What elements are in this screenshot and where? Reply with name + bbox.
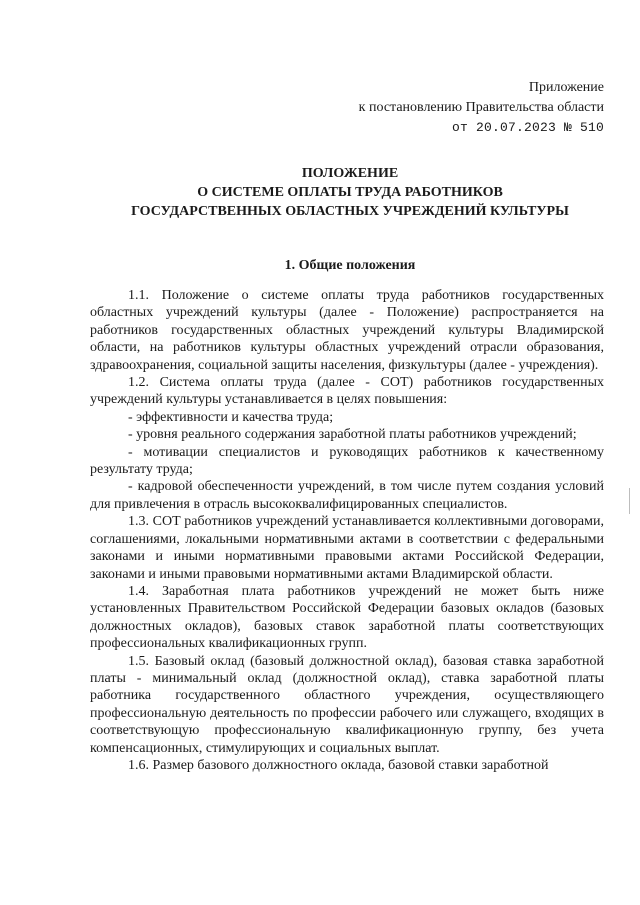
section-heading: 1. Общие положения: [284, 258, 416, 273]
section-body: [90, 287, 604, 774]
appendix-header: [359, 78, 604, 138]
decree-reference: к постановлению Правительства области: [358, 100, 604, 115]
paragraph-1-6: 1.6. Размер базового должностного оклада, базовой ставки заработной: [128, 757, 549, 773]
list-item-efficiency: - эффективности и качества труда;: [128, 409, 334, 425]
decree-date-number: от 20.07.2023 № 510: [451, 120, 604, 135]
paragraph-1-5: 1.5. Базовый оклад (базовый должностной оклад), базовая ставка заработной платы - минимальный оклад (должностной оклад), ставка заработной платы работника государственного областного учреждения, осуществляющего профессиональную деятельность по профессии рабочего или служащего, входящих в соответствующую профессиональную квалификационную группу, без учета компенсационных, стимулирующих и социальных выплат.: [90, 653, 604, 756]
scan-edge-mark: [629, 488, 630, 514]
list-item-motivation: - мотивации специалистов и руководящих работников к качественному результату труда;: [90, 444, 604, 478]
title-line-1: ПОЛОЖЕНИЕ: [301, 166, 399, 181]
list-item-staffing: - кадровой обеспеченности учреждений, в том числе путем создания условий для привлечения в отрасль высококвалифицированных специалистов.: [90, 479, 604, 512]
title-line-3: ГОСУДАРСТВЕННЫХ ОБЛАСТНЫХ УЧРЕЖДЕНИЙ КУЛЬТУРЫ: [131, 204, 569, 219]
document-title: [60, 164, 640, 221]
appendix-label: Приложение: [528, 80, 604, 95]
paragraph-1-3: 1.3. СОТ работников учреждений устанавливается коллективными договорами, соглашениями, локальными нормативными актами в соответствии с федеральными законами и иными нормативными правовыми актами Российской Федерации, законами и иными правовыми нормативными актами Владимирской области.: [90, 514, 604, 582]
paragraph-1-1: 1.1. Положение о системе оплаты труда работников государственных областных учреждений культуры (далее - Положение) распространяется на работников государственных областных учреждений культуры Владимирской области, на работников культуры областных учреждений отрасли образования, здравоохранения, социальной защиты населения, физкультуры (далее - учреждения).: [90, 288, 604, 373]
paragraph-1-2: 1.2. Система оплаты труда (далее - СОТ) работников государственных учреждений культуры устанавливается в целях повышения:: [90, 375, 604, 408]
title-line-2: О СИСТЕМЕ ОПЛАТЫ ТРУДА РАБОТНИКОВ: [197, 185, 503, 200]
list-item-salary-level: - уровня реального содержания заработной платы работников учреждений;: [128, 427, 577, 443]
paragraph-1-4: 1.4. Заработная плата работников учреждений не может быть ниже установленных Правительством Российской Федерации базовых окладов (базовых должностных окладов), базовых ставок заработной платы соответствующих профессиональных квалификационных групп.: [90, 583, 604, 652]
